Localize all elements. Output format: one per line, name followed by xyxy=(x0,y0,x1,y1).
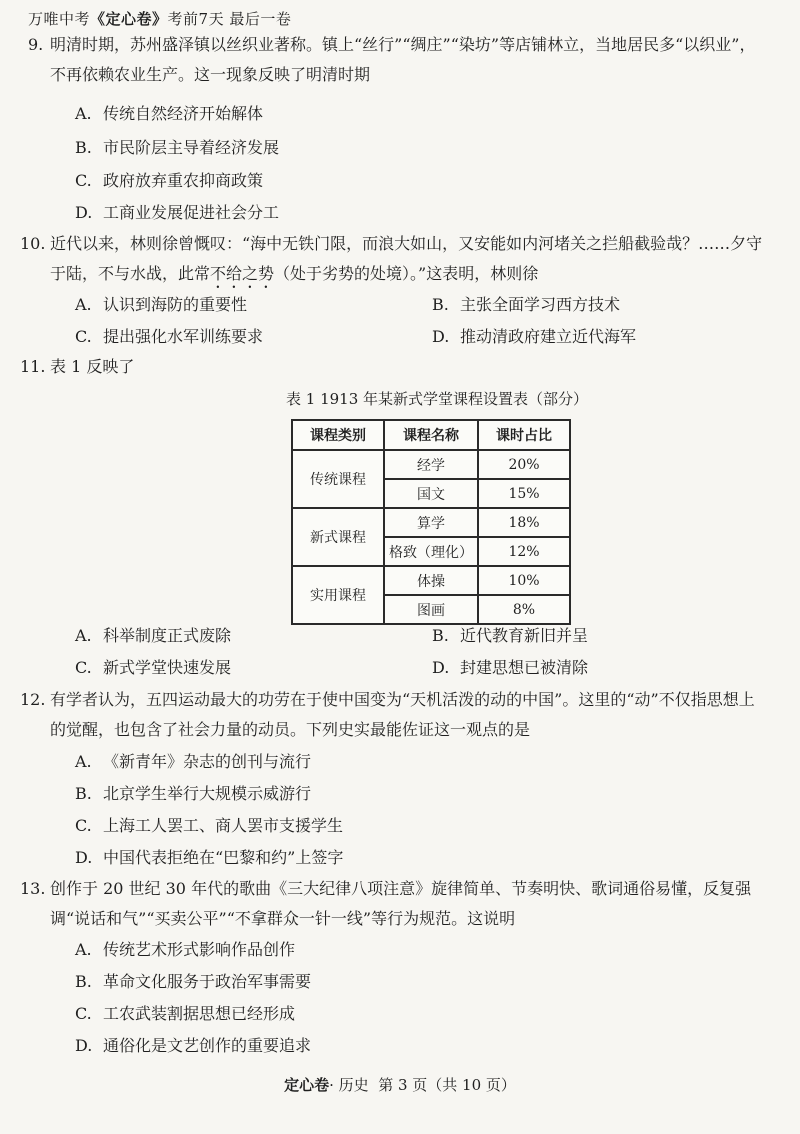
question-11-option-a[interactable]: A. 科举制度正式废除 xyxy=(75,626,232,645)
question-12-stem xyxy=(20,685,770,745)
question-11-option-d[interactable]: D. 封建思想已被清除 xyxy=(432,658,589,677)
header-book: 《定心卷》 xyxy=(90,10,168,28)
course-category: 传统课程 xyxy=(292,450,384,508)
question-number: 10. xyxy=(20,234,46,253)
question-number: 13. xyxy=(20,879,46,898)
question-11-option-b[interactable]: B. 近代教育新旧并呈 xyxy=(432,626,589,645)
course-share: 20% xyxy=(478,450,570,479)
question-9-stem xyxy=(28,30,770,90)
question-text: 近代以来，林则徐曾慨叹：“海中无铁门限，而浪大如山，又安能如内河堵关之拦船截验哉？……夕守于陆，不与水战，此常不给之势（处于劣势的处境）。”这表明，林则徐 xyxy=(50,234,763,283)
question-text: 有学者认为，五四运动最大的功劳在于使中国变为“天机活泼的动的中国”。这里的“动”不仅指思想上的觉醒，也包含了社会力量的动员。下列史实最能佐证这一观点的是 xyxy=(50,690,755,739)
question-10-option-a[interactable]: A. 认识到海防的重要性 xyxy=(75,295,248,314)
question-text: 创作于 20 世纪 30 年代的歌曲《三大纪律八项注意》旋律简单、节奏明快、歌词通俗易懂，反复强调“说话和气”“买卖公平”“不拿群众一针一线”等行为规范。这说明 xyxy=(50,879,752,928)
course-table xyxy=(291,419,571,625)
question-number: 11. xyxy=(20,357,46,376)
footer-subject: · 历史 xyxy=(329,1076,369,1094)
question-12-option-b[interactable]: B. 北京学生举行大规模示威游行 xyxy=(75,784,312,803)
course-share: 12% xyxy=(478,537,570,566)
question-9-option-d[interactable]: D. 工商业发展促进社会分工 xyxy=(75,203,280,222)
column-header: 课程类别 xyxy=(292,420,384,450)
question-9-option-a[interactable]: A. 传统自然经济开始解体 xyxy=(75,104,264,123)
question-number: 9. xyxy=(28,35,44,54)
table-header-row xyxy=(292,420,570,450)
course-name: 算学 xyxy=(384,508,478,537)
course-name: 经学 xyxy=(384,450,478,479)
table-row xyxy=(292,450,570,479)
question-13-stem xyxy=(20,874,770,934)
question-number: 12. xyxy=(20,690,46,709)
column-header: 课时占比 xyxy=(478,420,570,450)
question-10-stem xyxy=(20,229,770,292)
question-13-option-a[interactable]: A. 传统艺术形式影响作品创作 xyxy=(75,940,296,959)
page-header xyxy=(28,8,291,29)
question-10-option-b[interactable]: B. 主张全面学习西方技术 xyxy=(432,295,621,314)
question-13-option-d[interactable]: D. 通俗化是文艺创作的重要追求 xyxy=(75,1036,312,1055)
table-row xyxy=(292,566,570,595)
course-share: 10% xyxy=(478,566,570,595)
question-12-option-c[interactable]: C. 上海工人罢工、商人罢市支援学生 xyxy=(75,816,344,835)
course-category: 新式课程 xyxy=(292,508,384,566)
page-footer xyxy=(0,1074,800,1095)
course-share: 15% xyxy=(478,479,570,508)
question-11-stem xyxy=(20,352,770,382)
question-9-option-b[interactable]: B. 市民阶层主导着经济发展 xyxy=(75,138,280,157)
question-10-option-d[interactable]: D. 推动清政府建立近代海军 xyxy=(432,327,637,346)
footer-page-number: 第 3 页（共 10 页） xyxy=(378,1076,516,1094)
course-share: 18% xyxy=(478,508,570,537)
footer-brand: 定心卷 xyxy=(284,1076,330,1094)
emphasized-text: 不给之势 xyxy=(210,264,275,283)
question-text: 明清时期，苏州盛泽镇以丝织业著称。镇上“丝行”“绸庄”“染坊”等店铺林立，当地居民多“以织业”，不再依赖农业生产。这一现象反映了明清时期 xyxy=(50,35,756,84)
question-13-option-b[interactable]: B. 革命文化服务于政治军事需要 xyxy=(75,972,312,991)
question-9-option-c[interactable]: C. 政府放弃重农抑商政策 xyxy=(75,171,264,190)
column-header: 课程名称 xyxy=(384,420,478,450)
header-suffix: 考前7天 最后一卷 xyxy=(167,10,292,28)
course-name: 国文 xyxy=(384,479,478,508)
course-category: 实用课程 xyxy=(292,566,384,624)
course-name: 图画 xyxy=(384,595,478,624)
question-10-option-c[interactable]: C. 提出强化水军训练要求 xyxy=(75,327,264,346)
question-12-option-d[interactable]: D. 中国代表拒绝在“巴黎和约”上签字 xyxy=(75,848,344,867)
question-12-option-a[interactable]: A. 《新青年》杂志的创刊与流行 xyxy=(75,752,312,771)
course-name: 格致（理化） xyxy=(384,537,478,566)
question-13-option-c[interactable]: C. 工农武装割据思想已经形成 xyxy=(75,1004,296,1023)
header-prefix: 万唯中考 xyxy=(28,10,91,28)
course-name: 体操 xyxy=(384,566,478,595)
question-11-option-c[interactable]: C. 新式学堂快速发展 xyxy=(75,658,232,677)
course-share: 8% xyxy=(478,595,570,624)
table-caption: 表 1 1913 年某新式学堂课程设置表（部分） xyxy=(286,390,589,408)
table-row xyxy=(292,508,570,537)
question-text: 表 1 反映了 xyxy=(50,357,135,376)
